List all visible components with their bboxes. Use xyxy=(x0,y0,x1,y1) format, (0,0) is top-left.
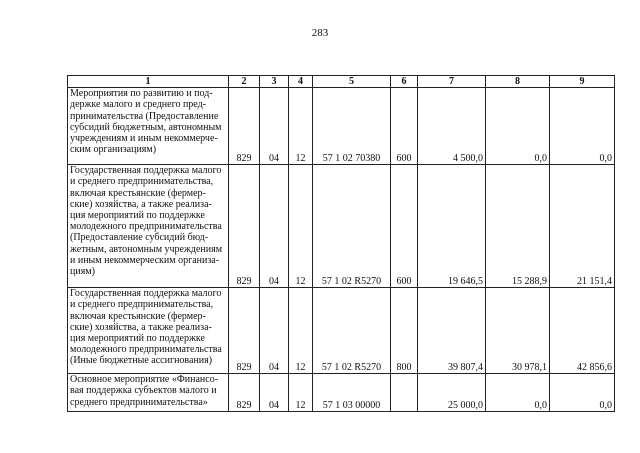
section-code-cell: 04 xyxy=(260,288,289,374)
header-cell: 4 xyxy=(289,76,313,88)
header-cell: 3 xyxy=(260,76,289,88)
subsection-code-cell: 12 xyxy=(289,165,313,288)
amount-cell-8: 15 288,9 xyxy=(486,165,550,288)
target-article-cell: 57 1 02 70380 xyxy=(313,88,391,165)
table-row xyxy=(68,374,615,412)
table-row xyxy=(68,165,615,288)
row-name-cell: Государственная поддержка малого и среднего предпринимательства, включая крестьянские (фермер- ские) хозяйства, а также реализа- ция мероприятий по поддержке молодежного предпринимательства (Иные бюджетные ассигнования) xyxy=(68,288,229,374)
amount-cell-9: 42 856,6 xyxy=(550,288,615,374)
amount-cell-9: 0,0 xyxy=(550,374,615,412)
header-cell: 5 xyxy=(313,76,391,88)
subsection-code-cell: 12 xyxy=(289,88,313,165)
expense-type-cell: 800 xyxy=(391,288,418,374)
amount-cell-7: 19 646,5 xyxy=(418,165,486,288)
header-cell: 6 xyxy=(391,76,418,88)
header-cell: 7 xyxy=(418,76,486,88)
table-row xyxy=(68,88,615,165)
page-number: 283 xyxy=(311,27,329,39)
ministry-code-cell: 829 xyxy=(229,165,260,288)
header-cell: 8 xyxy=(486,76,550,88)
row-name-cell: Мероприятия по развитию и под- держке малого и среднего пред- принимательства (Предоставление субсидий бюджетным, автономным учреждениям и иным некоммерче- ским организациям) xyxy=(68,88,229,165)
amount-cell-7: 39 807,4 xyxy=(418,288,486,374)
section-code-cell: 04 xyxy=(260,88,289,165)
subsection-code-cell: 12 xyxy=(289,374,313,412)
table-header xyxy=(68,76,615,88)
expense-type-cell: 600 xyxy=(391,88,418,165)
subsection-code-cell: 12 xyxy=(289,288,313,374)
amount-cell-7: 4 500,0 xyxy=(418,88,486,165)
amount-cell-7: 25 000,0 xyxy=(418,374,486,412)
section-code-cell: 04 xyxy=(260,165,289,288)
header-cell: 9 xyxy=(550,76,615,88)
target-article-cell: 57 1 03 00000 xyxy=(313,374,391,412)
header-row xyxy=(68,76,615,88)
section-code-cell: 04 xyxy=(260,374,289,412)
budget-table xyxy=(67,75,615,412)
ministry-code-cell: 829 xyxy=(229,88,260,165)
header-cell: 2 xyxy=(229,76,260,88)
amount-cell-9: 0,0 xyxy=(550,88,615,165)
header-cell: 1 xyxy=(68,76,229,88)
amount-cell-8: 0,0 xyxy=(486,88,550,165)
amount-cell-8: 30 978,1 xyxy=(486,288,550,374)
row-name-cell: Государственная поддержка малого и среднего предпринимательства, включая крестьянские (фермер- ские) хозяйства, а также реализа- ция мероприятий по поддержке молодежного предпринимательства (Предоставление субсидий бюд- жетным, автономным учреждениям и иным некоммерческим организа- циям) xyxy=(68,165,229,288)
expense-type-cell: 600 xyxy=(391,165,418,288)
target-article-cell: 57 1 02 R5270 xyxy=(313,288,391,374)
ministry-code-cell: 829 xyxy=(229,288,260,374)
ministry-code-cell: 829 xyxy=(229,374,260,412)
expense-type-cell xyxy=(391,374,418,412)
table-row xyxy=(68,288,615,374)
row-name-cell: Основное мероприятие «Финансо- вая поддержка субъектов малого и среднего предпринимательства» xyxy=(68,374,229,412)
amount-cell-9: 21 151,4 xyxy=(550,165,615,288)
target-article-cell: 57 1 02 R5270 xyxy=(313,165,391,288)
amount-cell-8: 0,0 xyxy=(486,374,550,412)
